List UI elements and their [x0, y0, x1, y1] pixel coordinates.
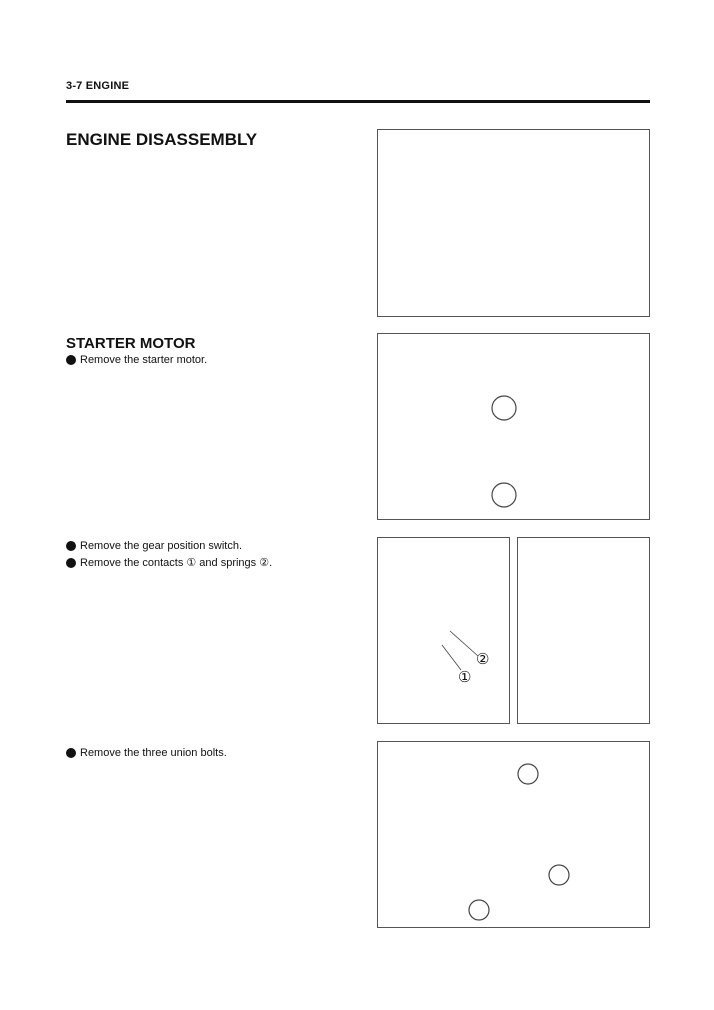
- bullet-remove-union-bolts: [66, 747, 227, 759]
- bullet-dot-icon: [66, 558, 76, 568]
- bolt-marker-circle: [518, 764, 538, 784]
- figure-gear-position-switch: [377, 537, 510, 724]
- bolt-marker-circle: [549, 865, 569, 885]
- bullet-dot-icon: [66, 355, 76, 365]
- bolt-marker-circle: [492, 396, 516, 420]
- bullet-dot-icon: [66, 541, 76, 551]
- page-header-title: 3-7 ENGINE: [66, 80, 130, 92]
- bullet-remove-contacts-springs: [66, 556, 272, 569]
- figure-starter-motor: [377, 333, 650, 520]
- leader-line-contacts: [442, 645, 461, 670]
- callout-springs: ②: [476, 650, 490, 668]
- section-title-engine-disassembly: ENGINE DISASSEMBLY: [66, 130, 258, 149]
- bolt-marker-circle: [469, 900, 489, 920]
- section-title-starter-motor: STARTER MOTOR: [66, 335, 196, 352]
- bolt-marker-circle: [492, 483, 516, 507]
- figure-engine: [377, 129, 650, 317]
- callout-contacts: ①: [458, 668, 472, 686]
- header-rule: [66, 100, 650, 103]
- leader-line-springs: [450, 631, 478, 656]
- bullet-dot-icon: [66, 748, 76, 758]
- bullet-remove-gear-switch: [66, 540, 242, 552]
- bullet-remove-starter: [66, 354, 207, 366]
- figure-gear-position-switch-detail: [517, 537, 650, 724]
- bullet-text: Remove the gear position switch.: [80, 540, 243, 552]
- bullet-text: Remove the contacts ① and springs ②.: [80, 557, 273, 569]
- bullet-text: Remove the starter motor.: [80, 354, 208, 366]
- figure-union-bolts: [377, 741, 650, 928]
- bullet-text: Remove the three union bolts.: [80, 747, 227, 759]
